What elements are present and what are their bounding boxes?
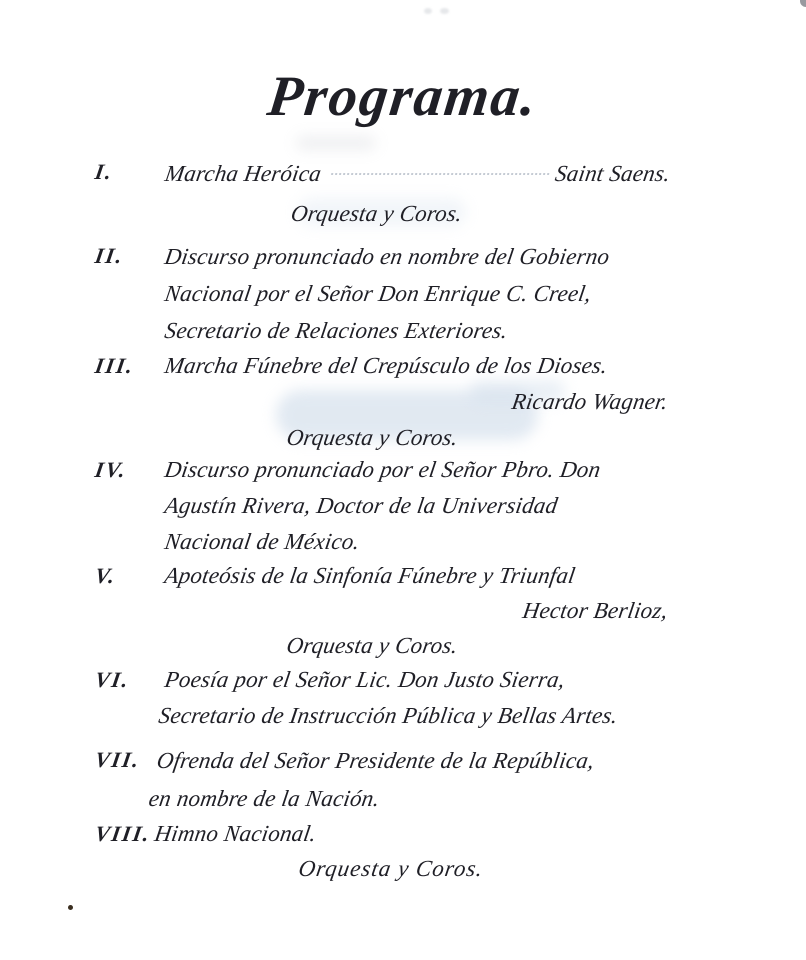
composer-name: Saint Saens. [553,161,673,186]
item-text-line: Ofrenda del Señor Presidente de la República, [155,748,597,773]
program-item-2 [0,238,806,349]
item-numeral: VIII. [93,821,153,846]
piece-title: Marcha Fúnebre del Crepúsculo de los Dioses. [162,353,610,378]
item-text-line: Nacional de México. [162,529,362,554]
scan-corner-mark [800,0,806,7]
item-numeral: III. [93,353,137,378]
item-numeral: VII. [93,747,143,772]
item-text-line: Secretario de Instrucción Pública y Bellas Artes. [156,703,620,728]
item-text-line: Poesía por el Señor Lic. Don Justo Sierra, [162,667,567,692]
item-text-line: Agustín Rivera, Doctor de la Universidad [162,493,560,518]
item-numeral: IV. [93,457,130,482]
program-item-8 [0,816,806,886]
program-item-5 [0,558,806,663]
item-text-line: Nacional por el Señor Don Enrique C. Creel, [162,281,594,306]
ensemble-label: Orquesta y Coros. [284,425,460,450]
program-item-6 [0,662,806,734]
piece-title: Himno Nacional. [152,821,319,846]
composer-name: Hector Berlioz, [520,598,670,623]
composer-name: Ricardo Wagner. [510,389,670,414]
program-item-1 [0,154,806,234]
piece-title: Apoteósis de la Sinfonía Fúnebre y Triunfal [162,563,577,588]
page-title: Programa. [264,65,542,128]
item-text-line: Secretario de Relaciones Exteriores. [162,318,510,343]
ensemble-label: Orquesta y Coros. [296,856,486,881]
item-numeral: II. [93,243,126,268]
item-numeral: V. [93,563,119,588]
scan-smudge-mark [440,8,449,14]
item-text-line: Discurso pronunciado por el Señor Pbro. Don [162,457,603,482]
ink-speck [68,905,73,910]
item-text-line: en nombre de la Nación. [147,786,382,811]
item-text-line: Discurso pronunciado en nombre del Gobierno [162,244,612,269]
item-numeral: VI. [93,667,132,692]
program-item-3 [0,348,806,456]
program-item-4 [0,452,806,560]
piece-title: Marcha Heróica [163,161,324,186]
scan-smudge-mark [424,8,432,14]
dotted-leader [331,173,550,175]
program-item-7 [0,742,806,818]
ensemble-label: Orquesta y Coros. [289,201,465,226]
item-numeral: I. [93,159,116,184]
ensemble-label: Orquesta y Coros. [284,633,460,658]
scan-smudge [296,136,376,150]
